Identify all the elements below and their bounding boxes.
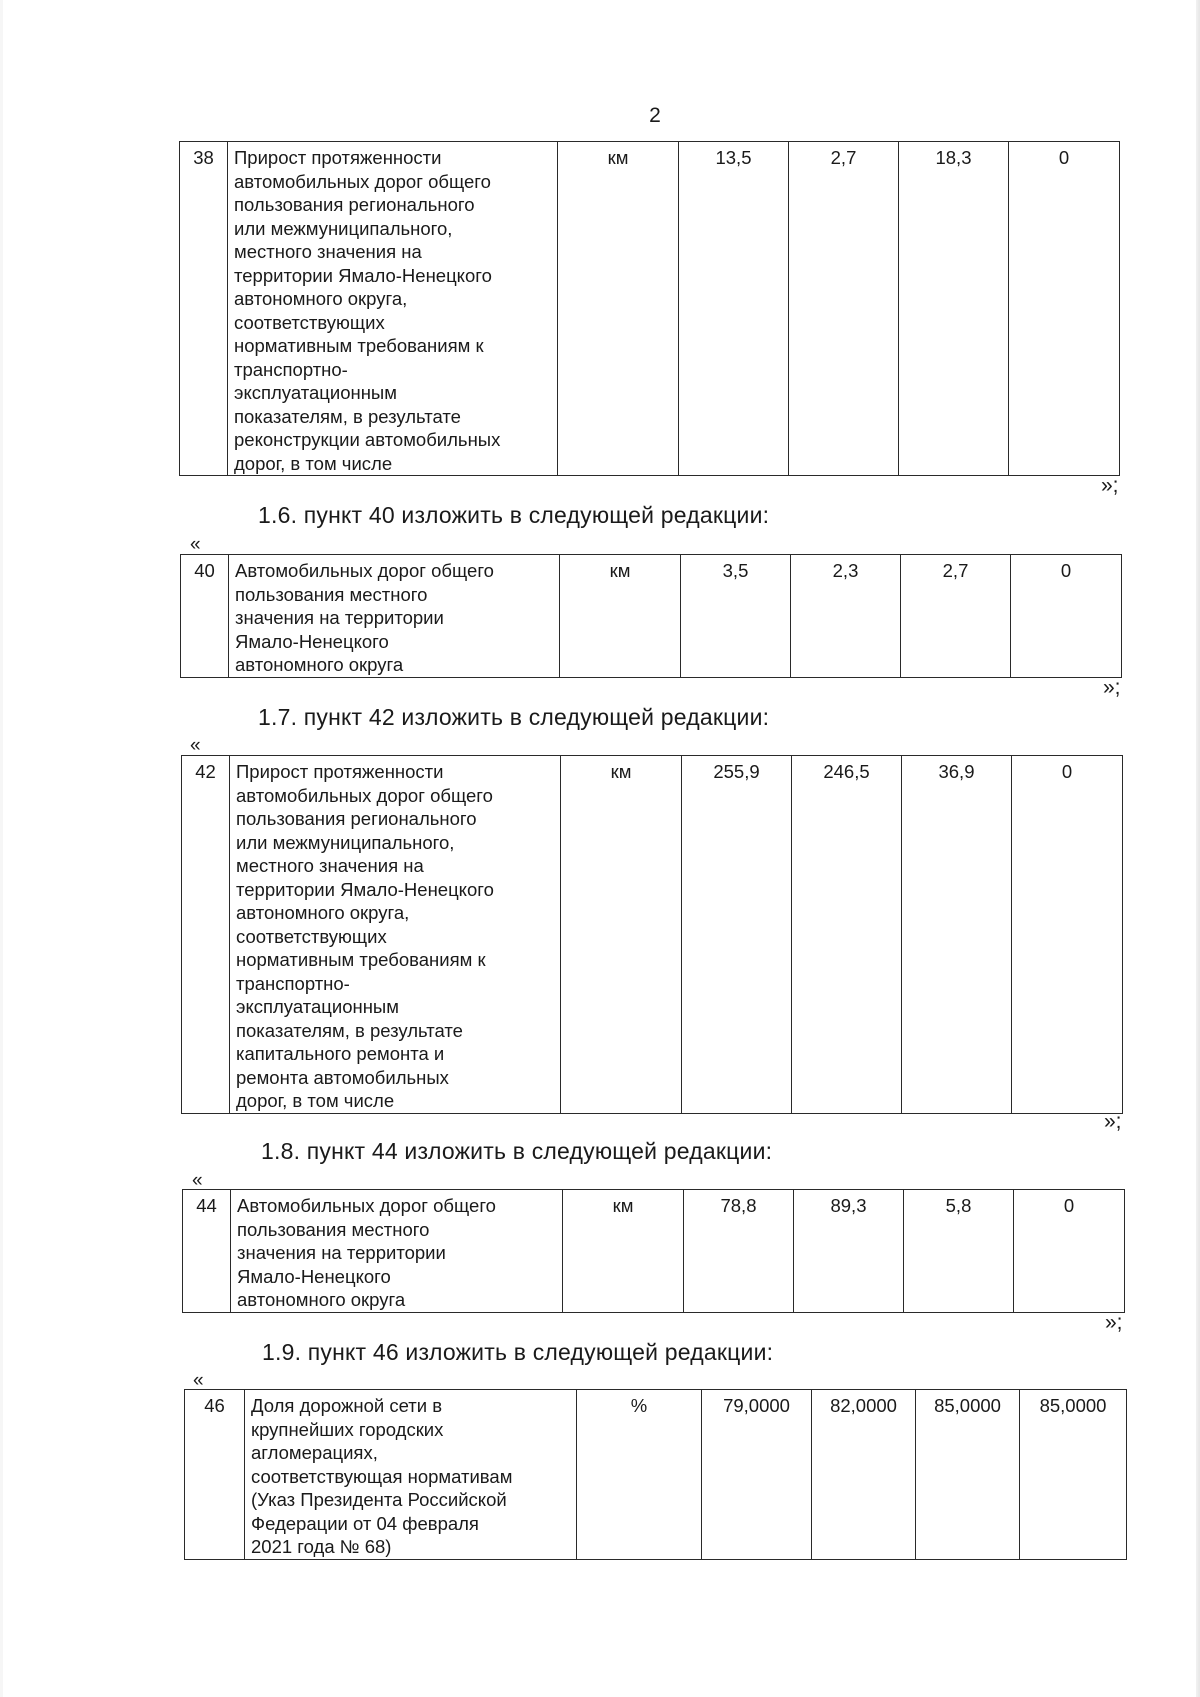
row-value-1: 3,5 [681, 555, 791, 678]
row-name-line: ремонта автомобильных [236, 1066, 449, 1088]
row-name-line: дорог, в том числе [234, 452, 393, 474]
row-name-line: местного значения на [236, 855, 424, 876]
row-name-line: Доля дорожной сети в [251, 1395, 443, 1416]
row-name-line: Прирост протяженности [236, 761, 444, 782]
row-unit: км [558, 142, 679, 476]
row-name-line: автомобильных дорог общего [236, 784, 493, 806]
row-name-line: Автомобильных дорог общего [237, 1195, 496, 1216]
table-row-46 [184, 1389, 1127, 1560]
row-value-3: 2,7 [901, 555, 1011, 678]
table-row-44 [182, 1189, 1125, 1313]
row-name-line: эксплуатационным [234, 382, 397, 403]
row-unit: км [561, 756, 682, 1114]
row-value-2: 2,7 [789, 142, 899, 476]
row-value-1: 78,8 [684, 1190, 794, 1313]
closing-quote: »; [1101, 474, 1119, 497]
row-name-line: пользования местного [237, 1218, 430, 1240]
row-name-line: значения на территории [235, 607, 444, 628]
row-name-line: нормативным требованиям к [234, 335, 484, 356]
row-unit: км [563, 1190, 684, 1313]
row-name [231, 1190, 563, 1313]
row-name [245, 1390, 577, 1560]
table-row-40 [180, 554, 1122, 678]
row-name-line: автономного округа, [236, 902, 410, 923]
row-name-line: пользования регионального [234, 194, 475, 215]
row-number: 46 [185, 1390, 245, 1560]
page-number: 2 [649, 104, 661, 127]
row-number: 38 [180, 142, 228, 476]
row-value-2: 89,3 [794, 1190, 904, 1313]
row-name-line: соответствующих [236, 925, 387, 947]
row-value-3: 85,0000 [916, 1390, 1020, 1560]
row-name-line: пользования местного [235, 583, 428, 605]
row-name-line: автомобильных дорог общего [234, 170, 491, 192]
row-name-line: автономного округа [235, 654, 404, 675]
row-value-4: 0 [1014, 1190, 1125, 1313]
opening-quote: « [192, 1170, 203, 1191]
row-name-line: Прирост протяженности [234, 147, 442, 168]
row-name-line: автономного округа, [234, 288, 408, 309]
row-name-line: показателям, в результате [236, 1019, 463, 1041]
table-row-42 [181, 755, 1123, 1114]
row-name-line: соответствующая нормативам [251, 1465, 513, 1487]
row-value-4: 85,0000 [1020, 1390, 1127, 1560]
scan-edge-right [1196, 0, 1200, 1697]
row-name [228, 142, 558, 476]
row-unit: % [577, 1390, 702, 1560]
table-row-38 [179, 141, 1120, 476]
row-name-line: автономного округа [237, 1289, 406, 1310]
row-name-line: территории Ямало-Ненецкого [236, 878, 494, 900]
row-name-line: агломерациях, [251, 1442, 378, 1463]
row-unit: км [560, 555, 681, 678]
section-intro-1-8: 1.8. пункт 44 изложить в следующей редакции: [261, 1138, 773, 1164]
row-name-line: показателям, в результате [234, 405, 461, 427]
row-value-1: 13,5 [679, 142, 789, 476]
row-value-4: 0 [1011, 555, 1122, 678]
opening-quote: « [193, 1370, 204, 1391]
row-name-line: Автомобильных дорог общего [235, 560, 494, 581]
section-intro-1-6: 1.6. пункт 40 изложить в следующей редакции: [258, 502, 770, 528]
row-name-line: пользования регионального [236, 808, 477, 829]
row-name [230, 756, 561, 1114]
row-value-1: 79,0000 [702, 1390, 812, 1560]
row-value-2: 82,0000 [812, 1390, 916, 1560]
row-number: 42 [182, 756, 230, 1114]
row-name-line: нормативным требованиям к [236, 949, 486, 970]
row-name [229, 555, 560, 678]
row-name-line: соответствующих [234, 311, 385, 333]
row-value-1: 255,9 [682, 756, 792, 1114]
row-name-line: или межмуниципального, [236, 831, 455, 853]
row-name-line: крупнейших городских [251, 1418, 444, 1440]
section-intro-1-7: 1.7. пункт 42 изложить в следующей редакции: [258, 704, 770, 730]
row-number: 44 [183, 1190, 231, 1313]
row-name-line: или межмуниципального, [234, 217, 453, 239]
closing-quote: »; [1105, 1311, 1123, 1334]
scan-edge-left [0, 0, 3, 1697]
closing-quote: »; [1104, 1110, 1122, 1133]
row-name-line: значения на территории [237, 1242, 446, 1263]
row-value-3: 5,8 [904, 1190, 1014, 1313]
row-name-line: реконструкции автомобильных [234, 429, 501, 450]
row-name-line: эксплуатационным [236, 996, 399, 1017]
row-name-line: (Указ Президента Российской [251, 1489, 507, 1510]
section-intro-1-9: 1.9. пункт 46 изложить в следующей редакции: [262, 1339, 774, 1365]
row-name-line: местного значения на [234, 241, 422, 262]
row-value-4: 0 [1012, 756, 1123, 1114]
row-name-line: капитального ремонта и [236, 1043, 445, 1064]
opening-quote: « [190, 735, 201, 756]
closing-quote: »; [1103, 676, 1121, 699]
row-number: 40 [181, 555, 229, 678]
row-name-line: дорог, в том числе [236, 1090, 395, 1111]
row-value-3: 18,3 [899, 142, 1009, 476]
row-name-line: транспортно- [236, 972, 350, 994]
row-value-2: 246,5 [792, 756, 902, 1114]
row-value-4: 0 [1009, 142, 1120, 476]
row-name-line: Ямало-Ненецкого [235, 630, 389, 652]
opening-quote: « [190, 534, 201, 555]
row-name-line: территории Ямало-Ненецкого [234, 264, 492, 286]
row-name-line: Ямало-Ненецкого [237, 1265, 391, 1287]
row-value-3: 36,9 [902, 756, 1012, 1114]
row-name-line: транспортно- [234, 358, 348, 380]
row-name-line: Федерации от 04 февраля [251, 1512, 479, 1534]
row-name-line: 2021 года № 68) [251, 1536, 392, 1557]
row-value-2: 2,3 [791, 555, 901, 678]
